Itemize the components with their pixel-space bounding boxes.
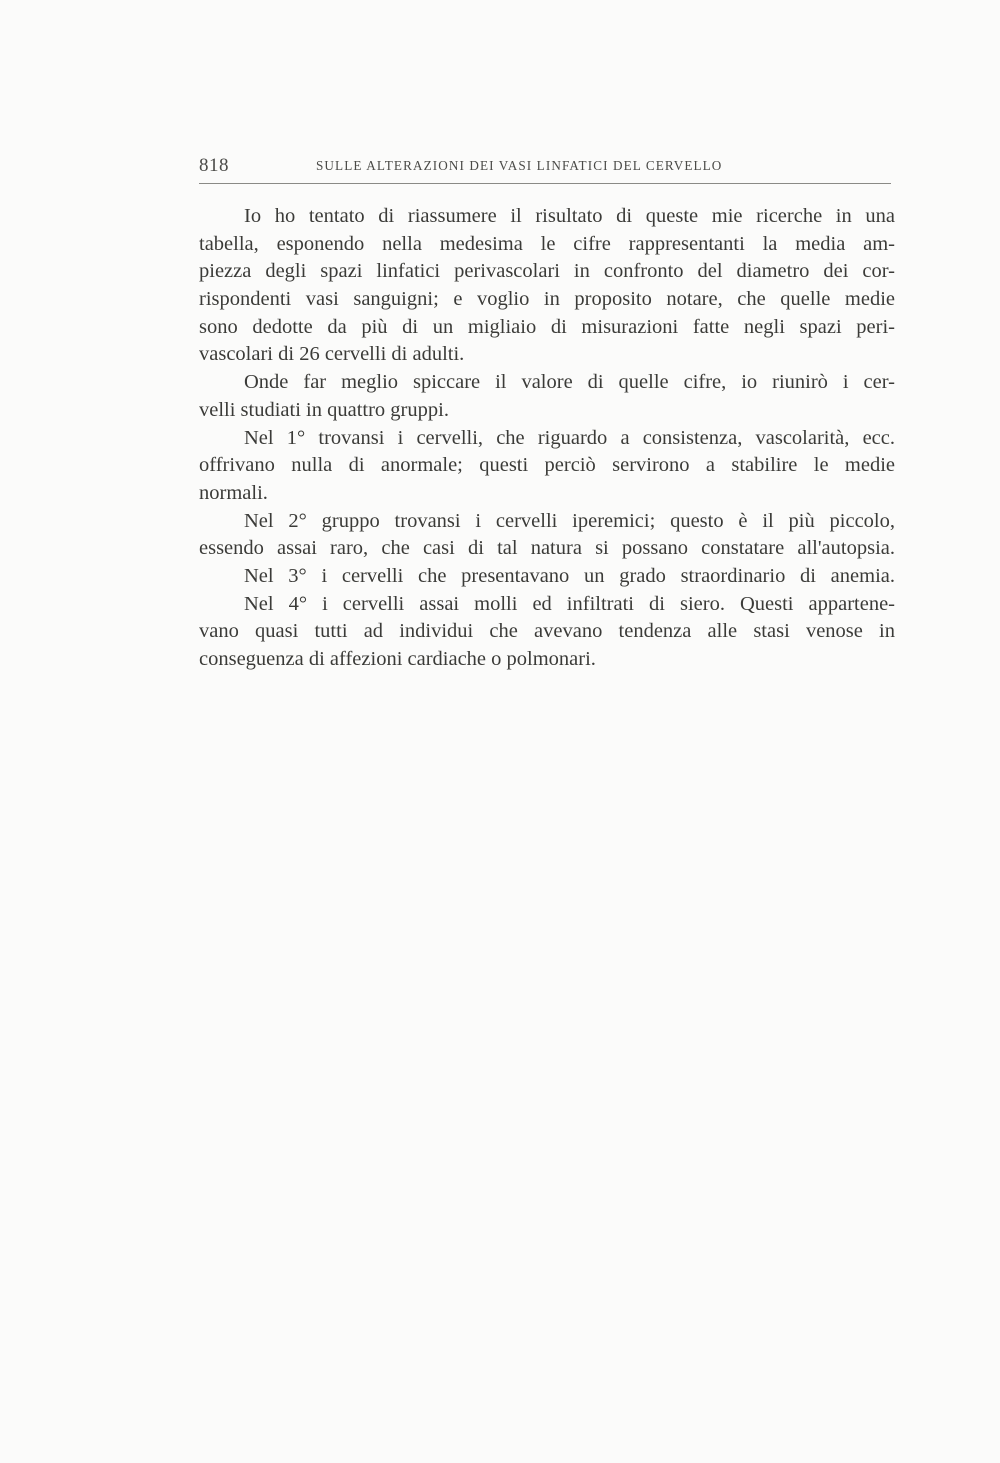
- text-line: rispondenti vasi sanguigni; e voglio in proposito notare, che quelle medie: [199, 288, 895, 311]
- header-rule: [199, 183, 891, 184]
- text-line: offrivano nulla di anormale; questi perciò servirono a stabilire le medie: [199, 454, 895, 477]
- text-line: essendo assai raro, che casi di tal natura si possano constatare all'autopsia.: [199, 537, 895, 560]
- text-line: sono dedotte da più di un migliaio di misurazioni fatte negli spazi peri-: [199, 315, 895, 338]
- text-line: Nel 4° i cervelli assai molli ed infiltrati di siero. Questi appartene-: [244, 592, 895, 615]
- text-line: conseguenza di affezioni cardiache o polmonari.: [199, 648, 596, 670]
- text-line: Io ho tentato di riassumere il risultato di queste mie ricerche in una: [244, 205, 895, 227]
- text-line: piezza degli spazi linfatici perivascolari in confronto del diametro dei cor-: [199, 260, 895, 283]
- running-title: SULLE ALTERAZIONI DEI VASI LINFATICI DEL CERVELLO: [316, 158, 723, 173]
- body-text: [199, 203, 895, 674]
- text-line: Nel 2° gruppo trovansi i cervelli iperemici; questo è il più piccolo,: [244, 509, 895, 532]
- text-line: vascolari di 26 cervelli di adulti.: [199, 343, 465, 366]
- text-line: Onde far meglio spiccare il valore di quelle cifre, io riunirò i cer-: [244, 371, 895, 394]
- text-line: normali.: [199, 481, 268, 504]
- text-line: tabella, esponendo nella medesima le cifre rappresentanti la media am-: [199, 232, 895, 255]
- text-line: Nel 3° i cervelli che presentavano un grado straordinario di anemia.: [244, 564, 895, 587]
- text-line: velli studiati in quattro gruppi.: [199, 398, 449, 421]
- page-number: 818: [199, 155, 229, 176]
- text-line: vano quasi tutti ad individui che avevano tendenza alle stasi venose in: [199, 620, 895, 643]
- text-line: Nel 1° trovansi i cervelli, che riguardo a consistenza, vascolarità, ecc.: [244, 426, 895, 449]
- running-head: [199, 155, 891, 183]
